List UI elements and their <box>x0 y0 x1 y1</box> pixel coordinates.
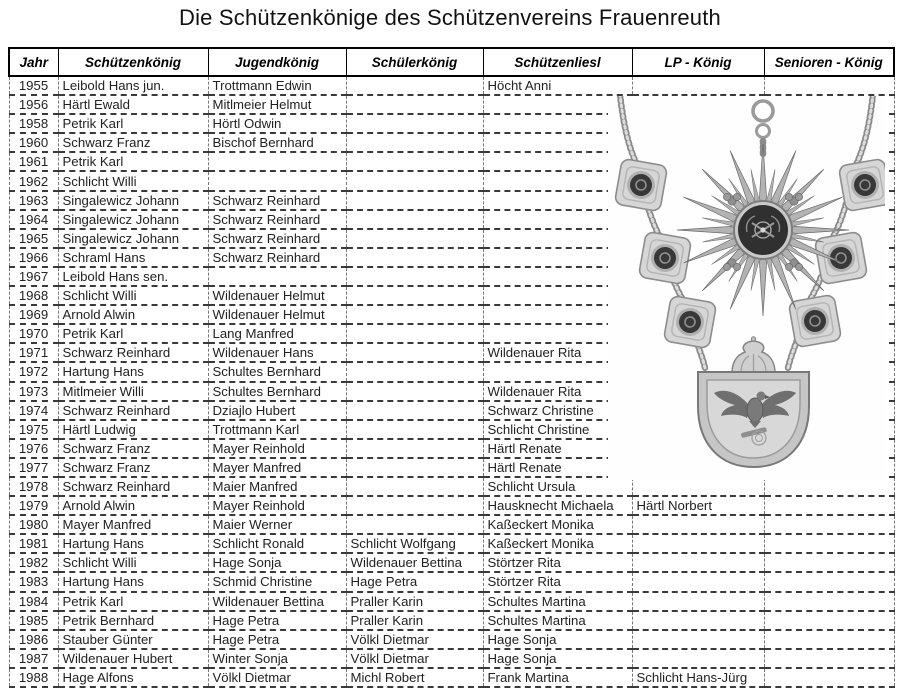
cell-schuetzenliesl: Hage Sonja <box>483 649 632 668</box>
cell-senioren-koenig <box>764 553 894 572</box>
cell-lp-koenig <box>632 572 764 591</box>
cell-jahr: 1961 <box>9 152 58 171</box>
cell-schuelerkoenig <box>346 152 483 171</box>
starburst-medal <box>677 144 849 316</box>
cell-jahr: 1968 <box>9 286 58 305</box>
cell-jugendkoenig: Mayer Manfred <box>208 458 346 477</box>
cell-jugendkoenig: Maier Werner <box>208 515 346 534</box>
cell-schuetzenkoenig: Schlicht Willi <box>58 553 208 572</box>
cell-schuetzenkoenig: Leibold Hans jun. <box>58 76 208 95</box>
cell-jugendkoenig: Wildenauer Helmut <box>208 286 346 305</box>
cell-jahr: 1970 <box>9 324 58 343</box>
cell-lp-koenig <box>632 611 764 630</box>
cell-schuetzenkoenig: Stauber Günter <box>58 630 208 649</box>
table-row <box>9 515 894 534</box>
cell-schuelerkoenig <box>346 343 483 362</box>
cell-schuelerkoenig <box>346 95 483 114</box>
cell-jugendkoenig: Trottmann Karl <box>208 420 346 439</box>
cell-jugendkoenig: Hörtl Odwin <box>208 114 346 133</box>
shield-medal <box>698 372 809 467</box>
cell-schuetzenliesl: Hausknecht Michaela <box>483 496 632 515</box>
cell-jugendkoenig <box>208 267 346 286</box>
column-header-schuetzenkoenig: Schützenkönig <box>58 48 208 76</box>
cell-jugendkoenig: Winter Sonja <box>208 649 346 668</box>
cell-jugendkoenig: Mayer Reinhold <box>208 439 346 458</box>
table-header <box>9 48 894 76</box>
cell-schuelerkoenig <box>346 362 483 381</box>
cell-schuetzenliesl: Härtl Renate <box>483 458 632 477</box>
column-header-schuelerkoenig: Schülerkönig <box>346 48 483 76</box>
cell-jahr: 1983 <box>9 572 58 591</box>
cell-jugendkoenig: Wildenauer Hans <box>208 343 346 362</box>
schuetzenkette-photo <box>608 96 885 480</box>
cell-schuetzenliesl: Kaßeckert Monika <box>483 534 632 553</box>
cell-jugendkoenig: Schlicht Ronald <box>208 534 346 553</box>
cell-jahr: 1980 <box>9 515 58 534</box>
cell-schuetzenkoenig: Arnold Alwin <box>58 305 208 324</box>
cell-jahr: 1986 <box>9 630 58 649</box>
cell-jugendkoenig: Völkl Dietmar <box>208 668 346 687</box>
table-row <box>9 76 894 95</box>
cell-schuetzenliesl: Wildenauer Rita <box>483 382 632 401</box>
cell-schuetzenkoenig: Schwarz Reinhard <box>58 477 208 496</box>
cell-schuetzenkoenig: Härtl Ewald <box>58 95 208 114</box>
column-header-schuetzenliesl: Schützenliesl <box>483 48 632 76</box>
cell-schuetzenliesl: Schlicht Ursula <box>483 477 632 496</box>
cell-schuetzenkoenig: Schwarz Franz <box>58 439 208 458</box>
cell-jugendkoenig: Bischof Bernhard <box>208 133 346 152</box>
cell-lp-koenig <box>632 515 764 534</box>
cell-schuetzenliesl: Wildenauer Rita <box>483 343 632 362</box>
cell-jahr: 1975 <box>9 420 58 439</box>
cell-schuetzenliesl: Störtzer Rita <box>483 572 632 591</box>
cell-schuetzenliesl: Schultes Martina <box>483 592 632 611</box>
cell-schuelerkoenig: Schlicht Wolfgang <box>346 534 483 553</box>
shield-crown <box>732 337 775 373</box>
cell-schuetzenliesl: Hage Sonja <box>483 630 632 649</box>
medal-chain-illustration <box>608 96 885 480</box>
table-row <box>9 553 894 572</box>
cell-schuetzenkoenig: Petrik Karl <box>58 114 208 133</box>
cell-schuelerkoenig <box>346 458 483 477</box>
page-title: Die Schützenkönige des Schützenvereins Frauenreuth <box>179 5 721 30</box>
table-row <box>9 668 894 687</box>
cell-jugendkoenig: Hage Petra <box>208 611 346 630</box>
cell-schuelerkoenig: Michl Robert <box>346 668 483 687</box>
cell-schuetzenkoenig: Hartung Hans <box>58 362 208 381</box>
cell-senioren-koenig <box>764 592 894 611</box>
cell-jahr: 1972 <box>9 362 58 381</box>
cell-schuetzenkoenig: Schwarz Franz <box>58 458 208 477</box>
cell-schuelerkoenig <box>346 133 483 152</box>
cell-jugendkoenig: Schmid Christine <box>208 572 346 591</box>
cell-schuelerkoenig <box>346 496 483 515</box>
cell-schuetzenkoenig: Schwarz Reinhard <box>58 401 208 420</box>
cell-jugendkoenig: Maier Manfred <box>208 477 346 496</box>
cell-schuetzenliesl: Schultes Martina <box>483 611 632 630</box>
cell-schuelerkoenig: Praller Karin <box>346 611 483 630</box>
cell-schuelerkoenig <box>346 76 483 95</box>
cell-senioren-koenig <box>764 668 894 687</box>
table-row <box>9 592 894 611</box>
cell-schuetzenkoenig: Singalewicz Johann <box>58 229 208 248</box>
cell-senioren-koenig <box>764 649 894 668</box>
table-row <box>9 496 894 515</box>
cell-jahr: 1955 <box>9 76 58 95</box>
table-row <box>9 534 894 553</box>
cell-jahr: 1988 <box>9 668 58 687</box>
column-header-jahr: Jahr <box>9 48 58 76</box>
cell-schuetzenkoenig: Schwarz Reinhard <box>58 343 208 362</box>
header-row <box>9 48 894 76</box>
cell-schuetzenliesl: Frank Martina <box>483 668 632 687</box>
cell-jugendkoenig: Schwarz Reinhard <box>208 248 346 267</box>
cell-schuelerkoenig: Völkl Dietmar <box>346 630 483 649</box>
chain-top-ring <box>753 101 773 121</box>
cell-jahr: 1958 <box>9 114 58 133</box>
cell-senioren-koenig <box>764 496 894 515</box>
column-header-jugendkoenig: Jugendkönig <box>208 48 346 76</box>
cell-schuelerkoenig <box>346 114 483 133</box>
table-row <box>9 572 894 591</box>
cell-jahr: 1960 <box>9 133 58 152</box>
cell-schuetzenkoenig: Schwarz Franz <box>58 133 208 152</box>
cell-jugendkoenig: Schultes Bernhard <box>208 382 346 401</box>
cell-lp-koenig <box>632 76 764 95</box>
cell-jugendkoenig <box>208 171 346 190</box>
cell-jahr: 1984 <box>9 592 58 611</box>
cell-jahr: 1969 <box>9 305 58 324</box>
cell-jugendkoenig: Hage Petra <box>208 630 346 649</box>
cell-jahr: 1978 <box>9 477 58 496</box>
cell-senioren-koenig <box>764 534 894 553</box>
cell-schuetzenliesl: Schlicht Christine <box>483 420 632 439</box>
cell-jahr: 1971 <box>9 343 58 362</box>
cell-schuetzenkoenig: Arnold Alwin <box>58 496 208 515</box>
cell-schuelerkoenig <box>346 171 483 190</box>
cell-schuetzenkoenig: Schraml Hans <box>58 248 208 267</box>
cell-jahr: 1982 <box>9 553 58 572</box>
column-header-senioren-koenig: Senioren - König <box>764 48 894 76</box>
cell-schuelerkoenig: Praller Karin <box>346 592 483 611</box>
cell-lp-koenig <box>632 592 764 611</box>
cell-senioren-koenig <box>764 515 894 534</box>
cell-jahr: 1985 <box>9 611 58 630</box>
cell-schuetzenkoenig: Schlicht Willi <box>58 171 208 190</box>
table-row <box>9 649 894 668</box>
cell-jugendkoenig: Schultes Bernhard <box>208 362 346 381</box>
cell-jahr: 1973 <box>9 382 58 401</box>
cell-schuelerkoenig <box>346 210 483 229</box>
cell-jugendkoenig: Hage Sonja <box>208 553 346 572</box>
cell-jahr: 1963 <box>9 191 58 210</box>
cell-senioren-koenig <box>764 76 894 95</box>
cell-schuelerkoenig <box>346 248 483 267</box>
cell-schuetzenliesl: Härtl Renate <box>483 439 632 458</box>
cell-jugendkoenig: Schwarz Reinhard <box>208 210 346 229</box>
cell-schuetzenkoenig: Petrik Karl <box>58 592 208 611</box>
cell-schuetzenkoenig: Mitlmeier Willi <box>58 382 208 401</box>
cell-schuetzenkoenig: Schlicht Willi <box>58 286 208 305</box>
cell-jahr: 1964 <box>9 210 58 229</box>
cell-jugendkoenig <box>208 152 346 171</box>
cell-jahr: 1965 <box>9 229 58 248</box>
cell-jahr: 1956 <box>9 95 58 114</box>
cell-jahr: 1987 <box>9 649 58 668</box>
cell-jugendkoenig: Mitlmeier Helmut <box>208 95 346 114</box>
cell-schuetzenkoenig: Singalewicz Johann <box>58 191 208 210</box>
cell-jugendkoenig: Mayer Reinhold <box>208 496 346 515</box>
cell-schuetzenkoenig: Petrik Karl <box>58 152 208 171</box>
cell-lp-koenig <box>632 553 764 572</box>
cell-jahr: 1976 <box>9 439 58 458</box>
column-header-lp-koenig: LP - König <box>632 48 764 76</box>
cell-senioren-koenig <box>764 611 894 630</box>
cell-lp-koenig <box>632 534 764 553</box>
cell-senioren-koenig <box>764 572 894 591</box>
cell-jahr: 1966 <box>9 248 58 267</box>
cell-lp-koenig: Schlicht Hans-Jürg <box>632 668 764 687</box>
cell-jugendkoenig: Schwarz Reinhard <box>208 229 346 248</box>
table-row <box>9 630 894 649</box>
cell-jugendkoenig: Lang Manfred <box>208 324 346 343</box>
cell-schuetzenliesl: Schwarz Christine <box>483 401 632 420</box>
cell-schuetzenkoenig: Hartung Hans <box>58 534 208 553</box>
cell-schuetzenkoenig: Wildenauer Hubert <box>58 649 208 668</box>
cell-schuelerkoenig: Wildenauer Bettina <box>346 553 483 572</box>
cell-schuetzenkoenig: Mayer Manfred <box>58 515 208 534</box>
cell-senioren-koenig <box>764 630 894 649</box>
cell-jugendkoenig: Dziajlo Hubert <box>208 401 346 420</box>
cell-schuelerkoenig <box>346 324 483 343</box>
cell-schuetzenkoenig: Singalewicz Johann <box>58 210 208 229</box>
cell-schuelerkoenig <box>346 286 483 305</box>
cell-schuetzenliesl: Kaßeckert Monika <box>483 515 632 534</box>
cell-schuetzenkoenig: Hartung Hans <box>58 572 208 591</box>
cell-schuetzenkoenig: Leibold Hans sen. <box>58 267 208 286</box>
cell-schuelerkoenig: Hage Petra <box>346 572 483 591</box>
cell-schuetzenkoenig: Petrik Bernhard <box>58 611 208 630</box>
cell-schuelerkoenig <box>346 477 483 496</box>
cell-schuelerkoenig <box>346 229 483 248</box>
cell-schuelerkoenig <box>346 515 483 534</box>
cell-schuetzenkoenig: Petrik Karl <box>58 324 208 343</box>
cell-jahr: 1977 <box>9 458 58 477</box>
cell-schuetzenkoenig: Härtl Ludwig <box>58 420 208 439</box>
cell-jugendkoenig: Wildenauer Helmut <box>208 305 346 324</box>
cell-jugendkoenig: Trottmann Edwin <box>208 76 346 95</box>
cell-jahr: 1962 <box>9 171 58 190</box>
cell-schuelerkoenig <box>346 401 483 420</box>
cell-lp-koenig <box>632 649 764 668</box>
cell-schuelerkoenig <box>346 420 483 439</box>
cell-jahr: 1981 <box>9 534 58 553</box>
cell-jahr: 1979 <box>9 496 58 515</box>
cell-schuetzenliesl: Höcht Anni <box>483 76 632 95</box>
cell-jugendkoenig: Schwarz Reinhard <box>208 191 346 210</box>
cell-schuelerkoenig <box>346 305 483 324</box>
cell-lp-koenig <box>632 630 764 649</box>
cell-jahr: 1974 <box>9 401 58 420</box>
cell-schuelerkoenig <box>346 382 483 401</box>
cell-schuelerkoenig <box>346 191 483 210</box>
cell-schuelerkoenig: Völkl Dietmar <box>346 649 483 668</box>
cell-jahr: 1967 <box>9 267 58 286</box>
cell-schuetzenliesl: Störtzer Rita <box>483 553 632 572</box>
cell-schuelerkoenig <box>346 267 483 286</box>
cell-lp-koenig: Härtl Norbert <box>632 496 764 515</box>
cell-schuelerkoenig <box>346 439 483 458</box>
cell-jugendkoenig: Wildenauer Bettina <box>208 592 346 611</box>
cell-schuetzenkoenig: Hage Alfons <box>58 668 208 687</box>
table-row <box>9 611 894 630</box>
